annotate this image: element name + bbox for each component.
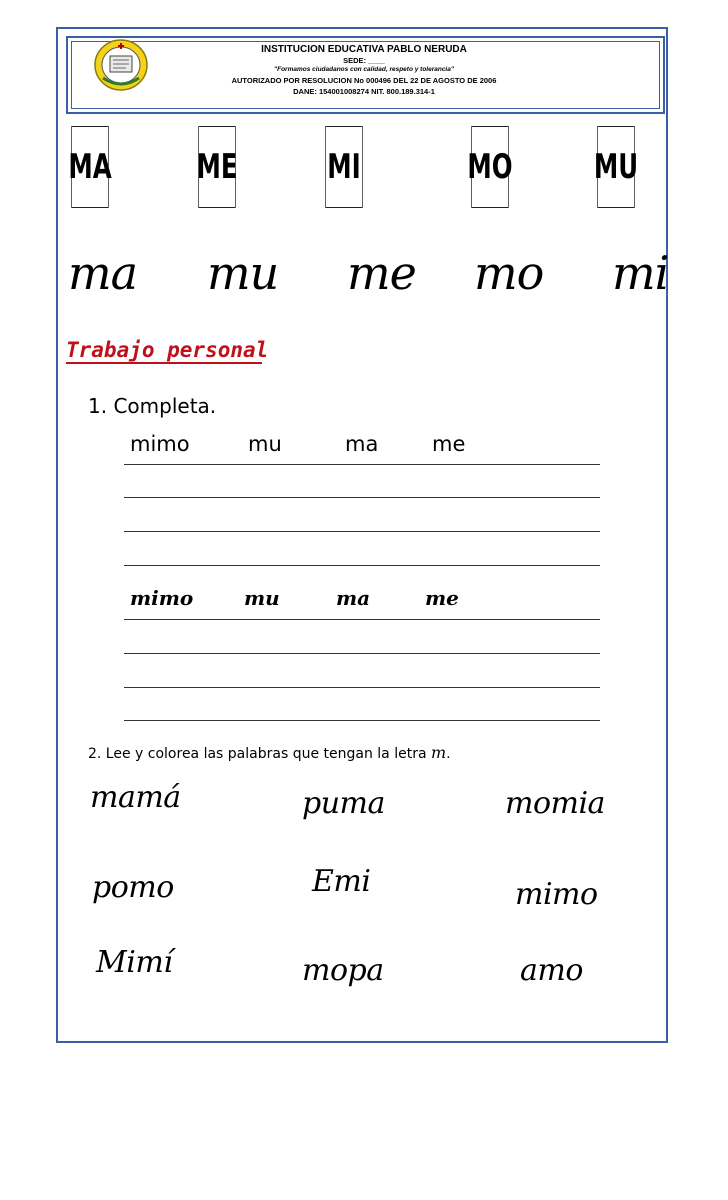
word-mimi[interactable]: Mimí bbox=[96, 945, 173, 980]
exercise-1-instruction: Completa. bbox=[113, 394, 217, 418]
word-amo[interactable]: amo bbox=[520, 953, 583, 988]
cursive-word-ma: ma bbox=[336, 586, 371, 610]
syllable-box-mo: MO bbox=[471, 126, 508, 208]
word-momia[interactable]: momia bbox=[505, 786, 605, 821]
script-syllable-me: me bbox=[347, 246, 416, 300]
script-syllable-mo: mo bbox=[474, 246, 544, 300]
motto-line: "Formamos ciudadanos con calidad, respeto y tolerancia" bbox=[274, 66, 454, 73]
sede-line: SEDE: ____ bbox=[343, 56, 385, 65]
print-word-mu: mu bbox=[248, 432, 282, 456]
exercise-1-heading bbox=[88, 394, 216, 418]
syllable-box-me: ME bbox=[198, 126, 235, 208]
section-title: Trabajo personal bbox=[66, 338, 269, 362]
writing-line[interactable] bbox=[124, 687, 600, 688]
writing-line[interactable] bbox=[124, 565, 600, 566]
cursive-letter-m: m bbox=[430, 743, 447, 762]
writing-line[interactable] bbox=[124, 497, 600, 498]
word-pomo[interactable]: pomo bbox=[92, 870, 174, 905]
exercise-2-instruction bbox=[88, 743, 451, 762]
script-syllable-mi: mi bbox=[612, 246, 669, 300]
cursive-word-mu: mu bbox=[244, 586, 280, 610]
exercise-2-period: . bbox=[446, 746, 451, 762]
syllable-box-ma: MA bbox=[71, 126, 108, 208]
exercise-1-number: 1. bbox=[88, 394, 108, 418]
exercise-2-text: 2. Lee y colorea las palabras que tengan la letra bbox=[88, 746, 427, 762]
writing-line[interactable] bbox=[124, 619, 600, 620]
script-syllable-ma: ma bbox=[68, 246, 138, 300]
word-emi[interactable]: Emi bbox=[312, 864, 371, 899]
word-mama[interactable]: mamá bbox=[90, 780, 181, 815]
word-mopa[interactable]: mopa bbox=[302, 953, 384, 988]
syllable-box-mu: MU bbox=[597, 126, 634, 208]
dane-line: DANE: 154001008274 NIT. 800.189.314-1 bbox=[293, 87, 435, 96]
print-word-ma: ma bbox=[345, 432, 379, 456]
cursive-word-mimo: mimo bbox=[130, 586, 194, 610]
cursive-word-me: me bbox=[425, 586, 459, 610]
syllable-box-mi: MI bbox=[325, 126, 362, 208]
writing-line[interactable] bbox=[124, 653, 600, 654]
writing-line[interactable] bbox=[124, 531, 600, 532]
word-mimo[interactable]: mimo bbox=[515, 877, 598, 912]
section-title-underline bbox=[66, 362, 262, 364]
print-word-mimo: mimo bbox=[130, 432, 190, 456]
word-puma[interactable]: puma bbox=[302, 786, 385, 821]
authorization-line: AUTORIZADO POR RESOLUCION No 000496 DEL 22 DE AGOSTO DE 2006 bbox=[231, 76, 497, 85]
script-syllable-mu: mu bbox=[207, 246, 279, 300]
print-word-me: me bbox=[432, 432, 466, 456]
writing-line[interactable] bbox=[124, 464, 600, 465]
institution-name: INSTITUCION EDUCATIVA PABLO NERUDA bbox=[261, 44, 467, 55]
writing-line[interactable] bbox=[124, 720, 600, 721]
